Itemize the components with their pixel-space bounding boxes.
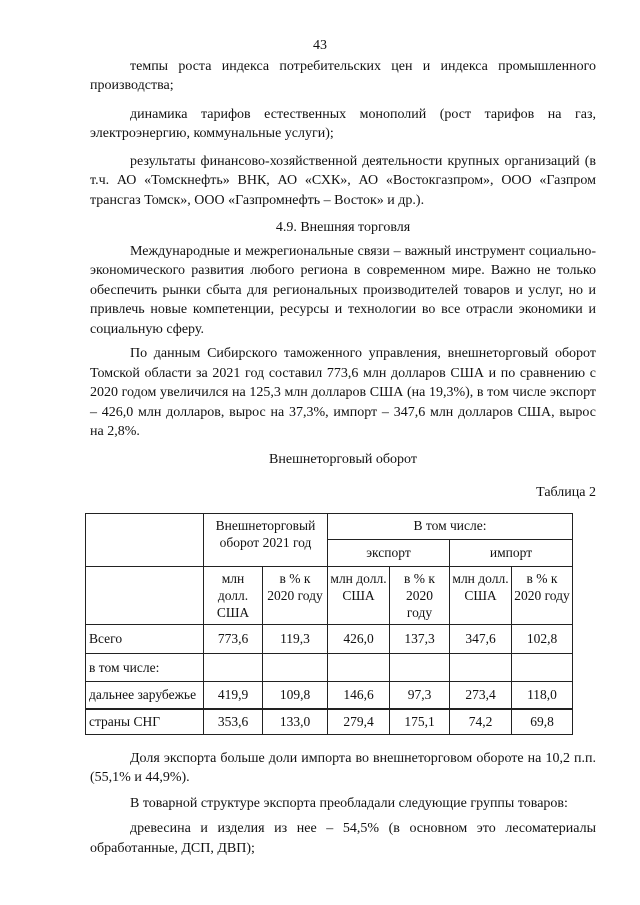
paragraph: древесина и изделия из нее – 54,5% (в основном это лесоматериалы обработанные, ДСП, ДВП); xyxy=(90,821,596,856)
cell: 74,2 xyxy=(450,709,512,734)
cell: 119,3 xyxy=(263,624,328,653)
cell: 175,1 xyxy=(390,709,450,734)
cell: 109,8 xyxy=(263,681,328,709)
paragraph: Доля экспорта больше доли импорта во внешнеторговом обороте на 10,2 п.п. (55,1% и 44,9%). xyxy=(90,750,596,785)
subheader: млн долл. США xyxy=(328,566,390,624)
cell: 102,8 xyxy=(512,624,573,653)
header-including: В том числе: xyxy=(328,513,573,539)
header-empty xyxy=(86,513,204,566)
cell: 97,3 xyxy=(390,681,450,709)
cell: 273,4 xyxy=(450,681,512,709)
table-row xyxy=(86,709,573,734)
page-number: 43 xyxy=(313,38,327,53)
paragraph: динамика тарифов естественных монополий (рост тарифов на газ, электроэнергию, коммунальные услуги); xyxy=(90,106,596,141)
cell xyxy=(204,653,263,681)
paragraph: результаты финансово-хозяйственной деятельности крупных организаций (в т.ч. АО «Томскнефть» ВНК, АО «СХК», АО «Востокгазпром», ООО «Газпром трансгаз Томск», ООО «Газпромнефть – Восток» и др.). xyxy=(90,153,596,208)
table-row xyxy=(86,681,573,709)
cell xyxy=(390,653,450,681)
paragraph: Международные и межрегиональные связи – важный инструмент социально-экономического развития любого региона в современном мире. Важно не только обеспечить рынки сбыта для региональных производителей товаров и услуг, но и привлечь новые компетенции, ресурсы и технологии во все отрасли экономики и социальную сферу. xyxy=(90,243,596,337)
cell: 353,6 xyxy=(204,709,263,734)
cell: 347,6 xyxy=(450,624,512,653)
subheader: в % к 2020 году xyxy=(512,566,573,624)
header-turnover: Внешнеторговый оборот 2021 год xyxy=(204,513,328,566)
paragraph: темпы роста индекса потребительских цен и индекса промышленного производства; xyxy=(90,58,596,93)
cell xyxy=(263,653,328,681)
row-label: Всего xyxy=(86,624,204,653)
header-import: импорт xyxy=(450,539,573,566)
cell: 133,0 xyxy=(263,709,328,734)
section-heading: 4.9. Внешняя торговля xyxy=(275,220,411,235)
row-label: страны СНГ xyxy=(86,709,204,734)
cell: 69,8 xyxy=(512,709,573,734)
table-title: Внешнеторговый оборот xyxy=(269,451,417,467)
cell: 137,3 xyxy=(390,624,450,653)
cell xyxy=(512,653,573,681)
paragraph: По данным Сибирского таможенного управления, внешнеторговый оборот Томской области за 2021 год составил 773,6 млн долларов США и по сравнению с 2020 годом увеличился на 125,3 млн долларов США (на 19,3%), в том числе экспорт – 426,0 млн долларов, вырос на 37,3%, импорт – 347,6 млн долларов США, вырос на 2,8%. xyxy=(90,346,596,439)
cell: 426,0 xyxy=(328,624,390,653)
cell: 773,6 xyxy=(204,624,263,653)
table-row xyxy=(86,624,573,653)
cell xyxy=(450,653,512,681)
cell: 118,0 xyxy=(512,681,573,709)
subheader: млн долл. США xyxy=(450,566,512,624)
cell: 279,4 xyxy=(328,709,390,734)
row-label: в том числе: xyxy=(86,653,204,681)
table-label: Таблица 2 xyxy=(536,485,596,500)
cell: 419,9 xyxy=(204,681,263,709)
subheader: в % к 2020 году xyxy=(390,566,450,624)
table-row xyxy=(86,653,573,681)
subheader: в % к 2020 году xyxy=(263,566,328,624)
row-label: дальнее зарубежье xyxy=(86,681,204,709)
header-export: экспорт xyxy=(328,539,450,566)
cell xyxy=(328,653,390,681)
trade-table xyxy=(85,513,573,735)
header-empty xyxy=(86,566,204,624)
subheader: млн долл. США xyxy=(204,566,263,624)
cell: 146,6 xyxy=(328,681,390,709)
paragraph: В товарной структуре экспорта преобладали следующие группы товаров: xyxy=(130,795,568,811)
